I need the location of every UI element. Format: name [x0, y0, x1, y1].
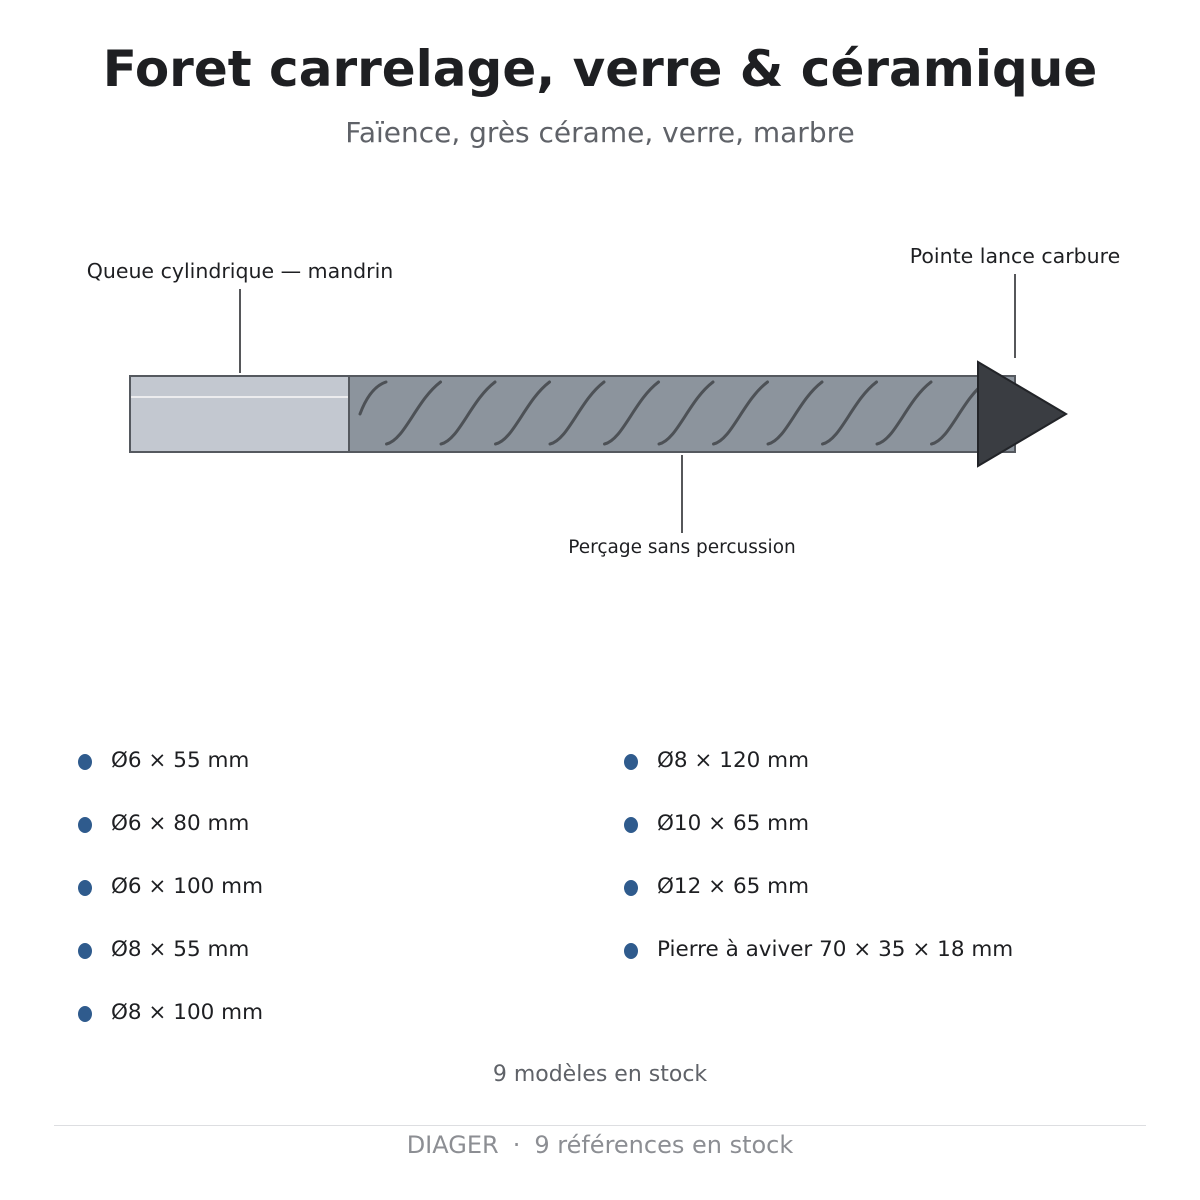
page-title: Foret carrelage, verre & céramique — [102, 40, 1098, 98]
bullet-icon — [624, 754, 638, 770]
bullet-icon — [624, 817, 638, 833]
bullet-icon — [78, 754, 92, 770]
spec-list-right — [624, 744, 1144, 996]
footer-separator: · — [512, 1131, 521, 1159]
spec-text: Ø6 × 100 mm — [111, 874, 264, 899]
bullet-icon — [78, 817, 92, 833]
list-item — [624, 933, 1144, 996]
body-label: Perçage sans percussion — [568, 537, 796, 558]
spec-text: Ø6 × 80 mm — [111, 811, 250, 836]
footer-references: 9 références en stock — [534, 1131, 794, 1159]
stock-count: 9 modèles en stock — [492, 1062, 708, 1087]
bullet-icon — [78, 943, 92, 959]
spec-text: Ø6 × 55 mm — [111, 748, 250, 773]
spec-text: Ø12 × 65 mm — [657, 874, 810, 899]
list-item — [78, 870, 598, 933]
footer — [0, 1131, 1200, 1159]
carbide-tip — [978, 362, 1066, 466]
shank-label: Queue cylindrique — mandrin — [86, 259, 394, 283]
spec-text: Ø8 × 100 mm — [111, 1000, 264, 1025]
bullet-icon — [78, 880, 92, 896]
spec-text: Pierre à aviver 70 × 35 × 18 mm — [657, 937, 1014, 962]
brand-name: DIAGER — [406, 1131, 499, 1159]
list-item — [624, 744, 1144, 807]
page-subtitle: Faïence, grès cérame, verre, marbre — [345, 116, 855, 149]
list-item — [78, 933, 598, 996]
bullet-icon — [78, 1006, 92, 1022]
list-item — [78, 807, 598, 870]
list-item — [78, 996, 598, 1059]
tip-label: Pointe lance carbure — [909, 244, 1121, 268]
bullet-icon — [624, 880, 638, 896]
list-item — [78, 744, 598, 807]
drill-shank — [130, 376, 349, 452]
bullet-icon — [624, 943, 638, 959]
list-item — [624, 807, 1144, 870]
spec-text: Ø10 × 65 mm — [657, 811, 810, 836]
spec-text: Ø8 × 120 mm — [657, 748, 810, 773]
list-item — [624, 870, 1144, 933]
spec-list-left — [78, 744, 598, 1059]
spec-text: Ø8 × 55 mm — [111, 937, 250, 962]
footer-divider — [54, 1125, 1146, 1126]
